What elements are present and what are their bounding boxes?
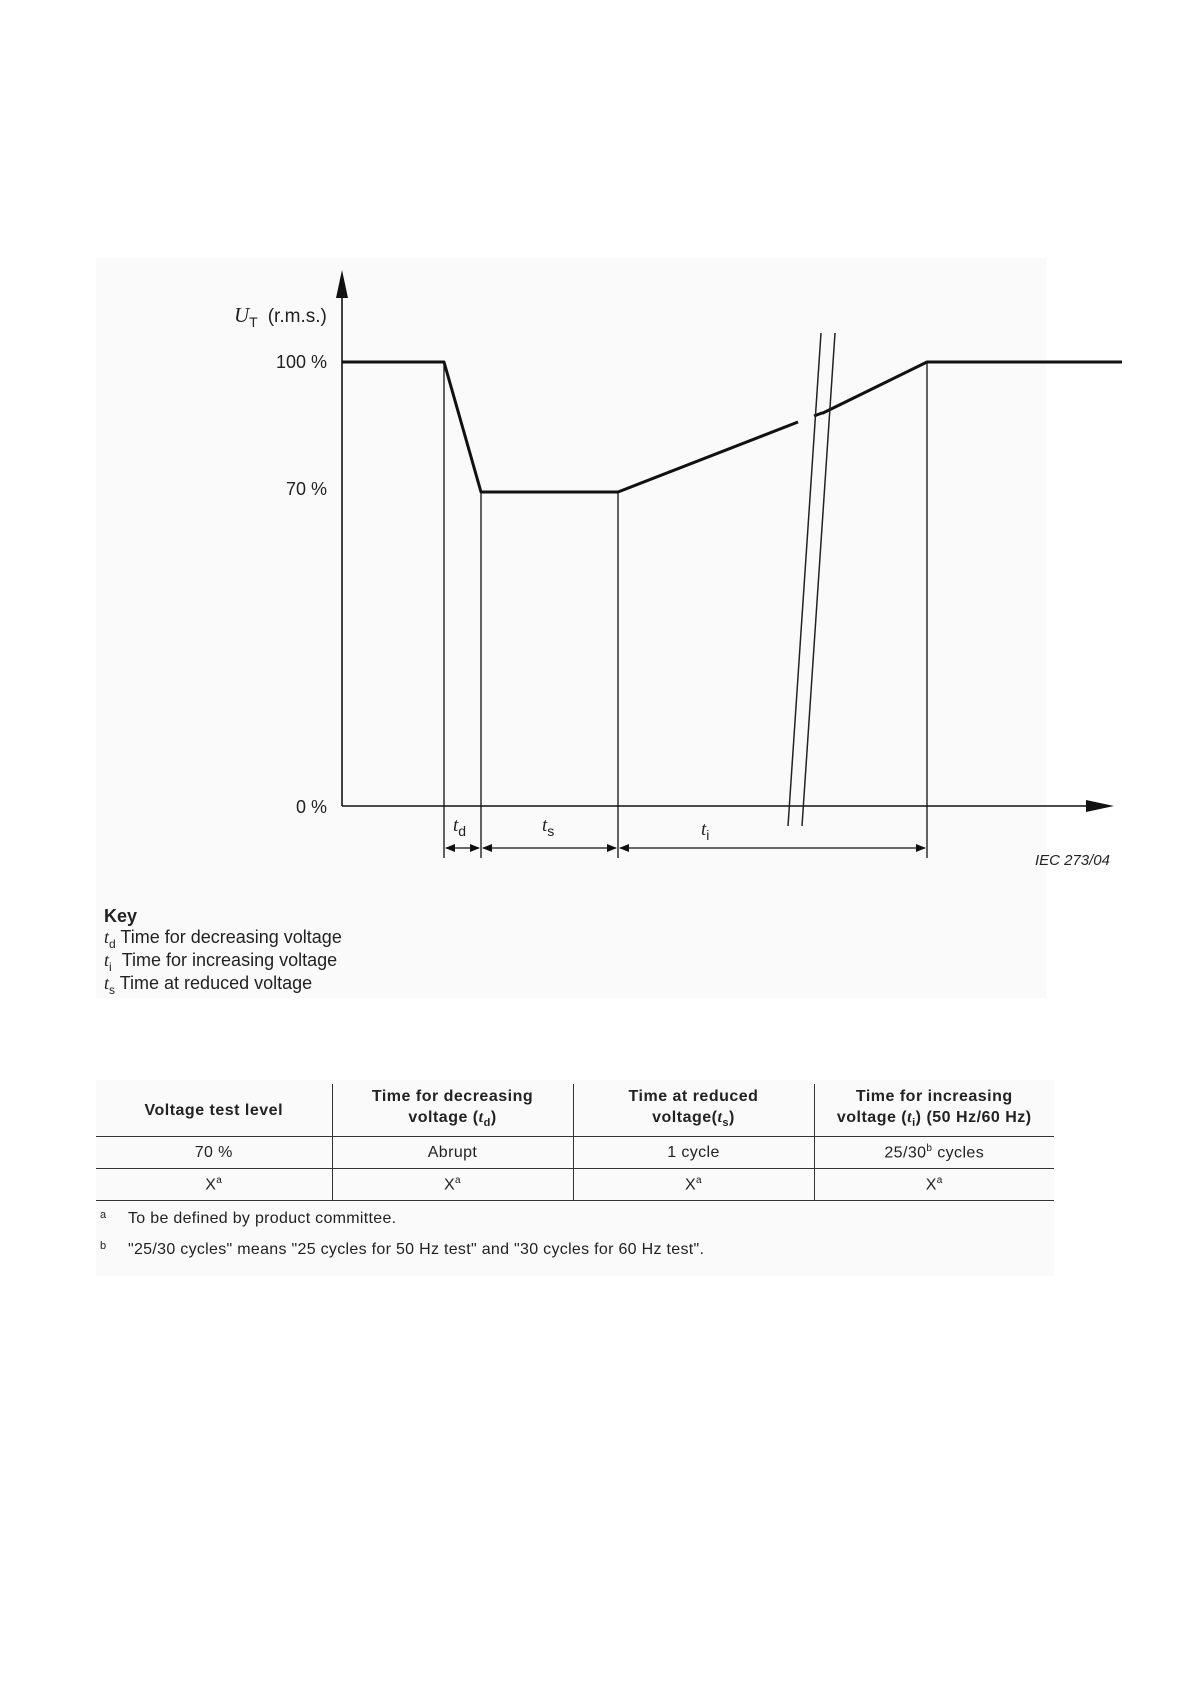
level-label-0: 0 % <box>295 797 327 817</box>
key-item: $t_i$ Time for increasing voltage <box>104 950 338 974</box>
table-row <box>96 1169 1054 1201</box>
ti-label: $t_i$ <box>701 819 710 843</box>
figure-panel <box>96 258 1110 998</box>
y-axis-arrow-icon <box>336 270 348 298</box>
y-axis-label: $U_T$ (r.m.s.) <box>234 303 327 330</box>
level-label-70: 70 % <box>285 479 327 499</box>
test-level-table <box>96 1084 1054 1201</box>
axis-break-mark <box>788 333 821 826</box>
cell-level: 70 % <box>96 1137 332 1169</box>
cell-reduced: 1 cycle <box>573 1137 814 1169</box>
key-item: $t_d$ Time for decreasing voltage <box>104 927 342 951</box>
voltage-recovery-line <box>814 362 1122 416</box>
level-label-100: 100 % <box>275 352 327 372</box>
header-time-reduced: Time at reduced $voltage(t_s)$ <box>573 1084 814 1137</box>
cell-increasing: X$^a$ <box>814 1169 1054 1201</box>
voltage-profile-line <box>342 362 798 492</box>
cell-decreasing: Abrupt <box>332 1137 573 1169</box>
cell-increasing: 25/30$^b$ cycles <box>814 1137 1054 1169</box>
table-row <box>96 1137 1054 1169</box>
x-axis-arrow-icon <box>1086 800 1114 812</box>
table-header-row <box>96 1084 1054 1137</box>
cell-decreasing: X$^a$ <box>332 1169 573 1201</box>
figure-reference: IEC 273/04 <box>1034 852 1110 869</box>
figure-key <box>104 906 342 996</box>
cell-reduced: X$^a$ <box>573 1169 814 1201</box>
axis-break-mark <box>802 333 835 826</box>
key-title: Key <box>104 906 138 926</box>
cell-level: X$^a$ <box>96 1169 332 1201</box>
td-label: $t_d$ <box>453 815 467 839</box>
key-item: $t_s$ Time at reduced voltage <box>104 973 313 997</box>
voltage-variation-diagram <box>96 258 1110 998</box>
header-time-increasing: Time for increasing voltage $(t_i)$ (50 Hz/60 Hz) <box>814 1084 1054 1137</box>
header-time-decreasing: Time for decreasing voltage $(t_d)$ <box>332 1084 573 1137</box>
ts-label: $t_s$ <box>542 815 555 839</box>
header-voltage-test-level: Voltage test level <box>96 1084 332 1137</box>
